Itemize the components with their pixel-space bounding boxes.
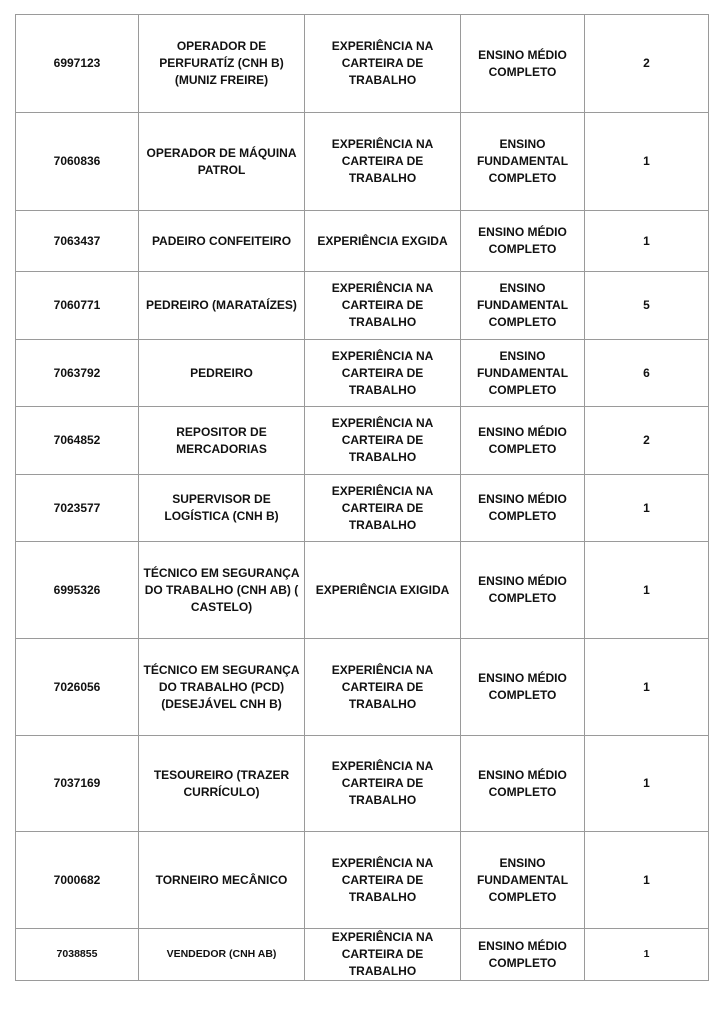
table-row	[16, 211, 709, 272]
table-row	[16, 475, 709, 542]
job-code: 7000682	[16, 832, 139, 929]
job-code: 7063437	[16, 211, 139, 272]
job-title: TÉCNICO EM SEGURANÇA DO TRABALHO (PCD) (DESEJÁVEL CNH B)	[139, 639, 305, 736]
job-experience: EXPERIÊNCIA NA CARTEIRA DE TRABALHO	[305, 113, 461, 211]
job-title: OPERADOR DE PERFURATÍZ (CNH B) (MUNIZ FREIRE)	[139, 15, 305, 113]
table-row	[16, 832, 709, 929]
table-row	[16, 113, 709, 211]
job-education: ENSINO MÉDIO COMPLETO	[461, 15, 585, 113]
job-title: SUPERVISOR DE LOGÍSTICA (CNH B)	[139, 475, 305, 542]
job-code: 6997123	[16, 15, 139, 113]
job-education: ENSINO MÉDIO COMPLETO	[461, 929, 585, 981]
job-title: TESOUREIRO (TRAZER CURRÍCULO)	[139, 736, 305, 832]
job-education: ENSINO FUNDAMENTAL COMPLETO	[461, 832, 585, 929]
job-experience: EXPERIÊNCIA EXGIDA	[305, 211, 461, 272]
job-vacancies: 2	[585, 15, 709, 113]
job-vacancies: 6	[585, 340, 709, 407]
job-experience: EXPERIÊNCIA NA CARTEIRA DE TRABALHO	[305, 15, 461, 113]
job-code: 7063792	[16, 340, 139, 407]
job-experience: EXPERIÊNCIA NA CARTEIRA DE TRABALHO	[305, 736, 461, 832]
job-listing-sheet	[15, 14, 708, 981]
table-row	[16, 407, 709, 475]
job-vacancies: 1	[585, 475, 709, 542]
job-experience: EXPERIÊNCIA NA CARTEIRA DE TRABALHO	[305, 639, 461, 736]
job-education: ENSINO MÉDIO COMPLETO	[461, 736, 585, 832]
table-row	[16, 340, 709, 407]
table-row	[16, 929, 709, 981]
job-vacancies: 1	[585, 736, 709, 832]
table-row	[16, 542, 709, 639]
table-row	[16, 639, 709, 736]
job-vacancies: 1	[585, 639, 709, 736]
job-code: 7026056	[16, 639, 139, 736]
job-code: 7064852	[16, 407, 139, 475]
job-code: 7060771	[16, 272, 139, 340]
job-education: ENSINO FUNDAMENTAL COMPLETO	[461, 340, 585, 407]
job-title: PEDREIRO	[139, 340, 305, 407]
table-row	[16, 15, 709, 113]
job-code: 7037169	[16, 736, 139, 832]
job-education: ENSINO MÉDIO COMPLETO	[461, 407, 585, 475]
job-title: PADEIRO CONFEITEIRO	[139, 211, 305, 272]
job-vacancies: 5	[585, 272, 709, 340]
job-experience: EXPERIÊNCIA NA CARTEIRA DE TRABALHO	[305, 475, 461, 542]
job-vacancies: 2	[585, 407, 709, 475]
job-vacancies: 1	[585, 542, 709, 639]
job-experience: EXPERIÊNCIA NA CARTEIRA DE TRABALHO	[305, 832, 461, 929]
job-experience: EXPERIÊNCIA NA CARTEIRA DE TRABALHO	[305, 272, 461, 340]
job-experience: EXPERIÊNCIA NA CARTEIRA DE TRABALHO	[305, 929, 461, 981]
job-education: ENSINO FUNDAMENTAL COMPLETO	[461, 113, 585, 211]
job-vacancies: 1	[585, 832, 709, 929]
job-vacancies: 1	[585, 113, 709, 211]
job-education: ENSINO MÉDIO COMPLETO	[461, 542, 585, 639]
table-row	[16, 272, 709, 340]
job-experience: EXPERIÊNCIA NA CARTEIRA DE TRABALHO	[305, 407, 461, 475]
job-code: 7023577	[16, 475, 139, 542]
job-code: 7038855	[16, 929, 139, 981]
job-education: ENSINO FUNDAMENTAL COMPLETO	[461, 272, 585, 340]
job-title: TORNEIRO MECÂNICO	[139, 832, 305, 929]
job-education: ENSINO MÉDIO COMPLETO	[461, 639, 585, 736]
job-vacancies: 1	[585, 929, 709, 981]
job-title: PEDREIRO (MARATAÍZES)	[139, 272, 305, 340]
job-title: TÉCNICO EM SEGURANÇA DO TRABALHO (CNH AB) ( CASTELO)	[139, 542, 305, 639]
job-code: 7060836	[16, 113, 139, 211]
job-experience: EXPERIÊNCIA EXIGIDA	[305, 542, 461, 639]
job-vacancies: 1	[585, 211, 709, 272]
job-title: VENDEDOR (CNH AB)	[139, 929, 305, 981]
job-code: 6995326	[16, 542, 139, 639]
job-title: OPERADOR DE MÁQUINA PATROL	[139, 113, 305, 211]
job-title: REPOSITOR DE MERCADORIAS	[139, 407, 305, 475]
job-education: ENSINO MÉDIO COMPLETO	[461, 211, 585, 272]
job-education: ENSINO MÉDIO COMPLETO	[461, 475, 585, 542]
job-vacancies-table	[15, 14, 709, 981]
table-row	[16, 736, 709, 832]
job-experience: EXPERIÊNCIA NA CARTEIRA DE TRABALHO	[305, 340, 461, 407]
